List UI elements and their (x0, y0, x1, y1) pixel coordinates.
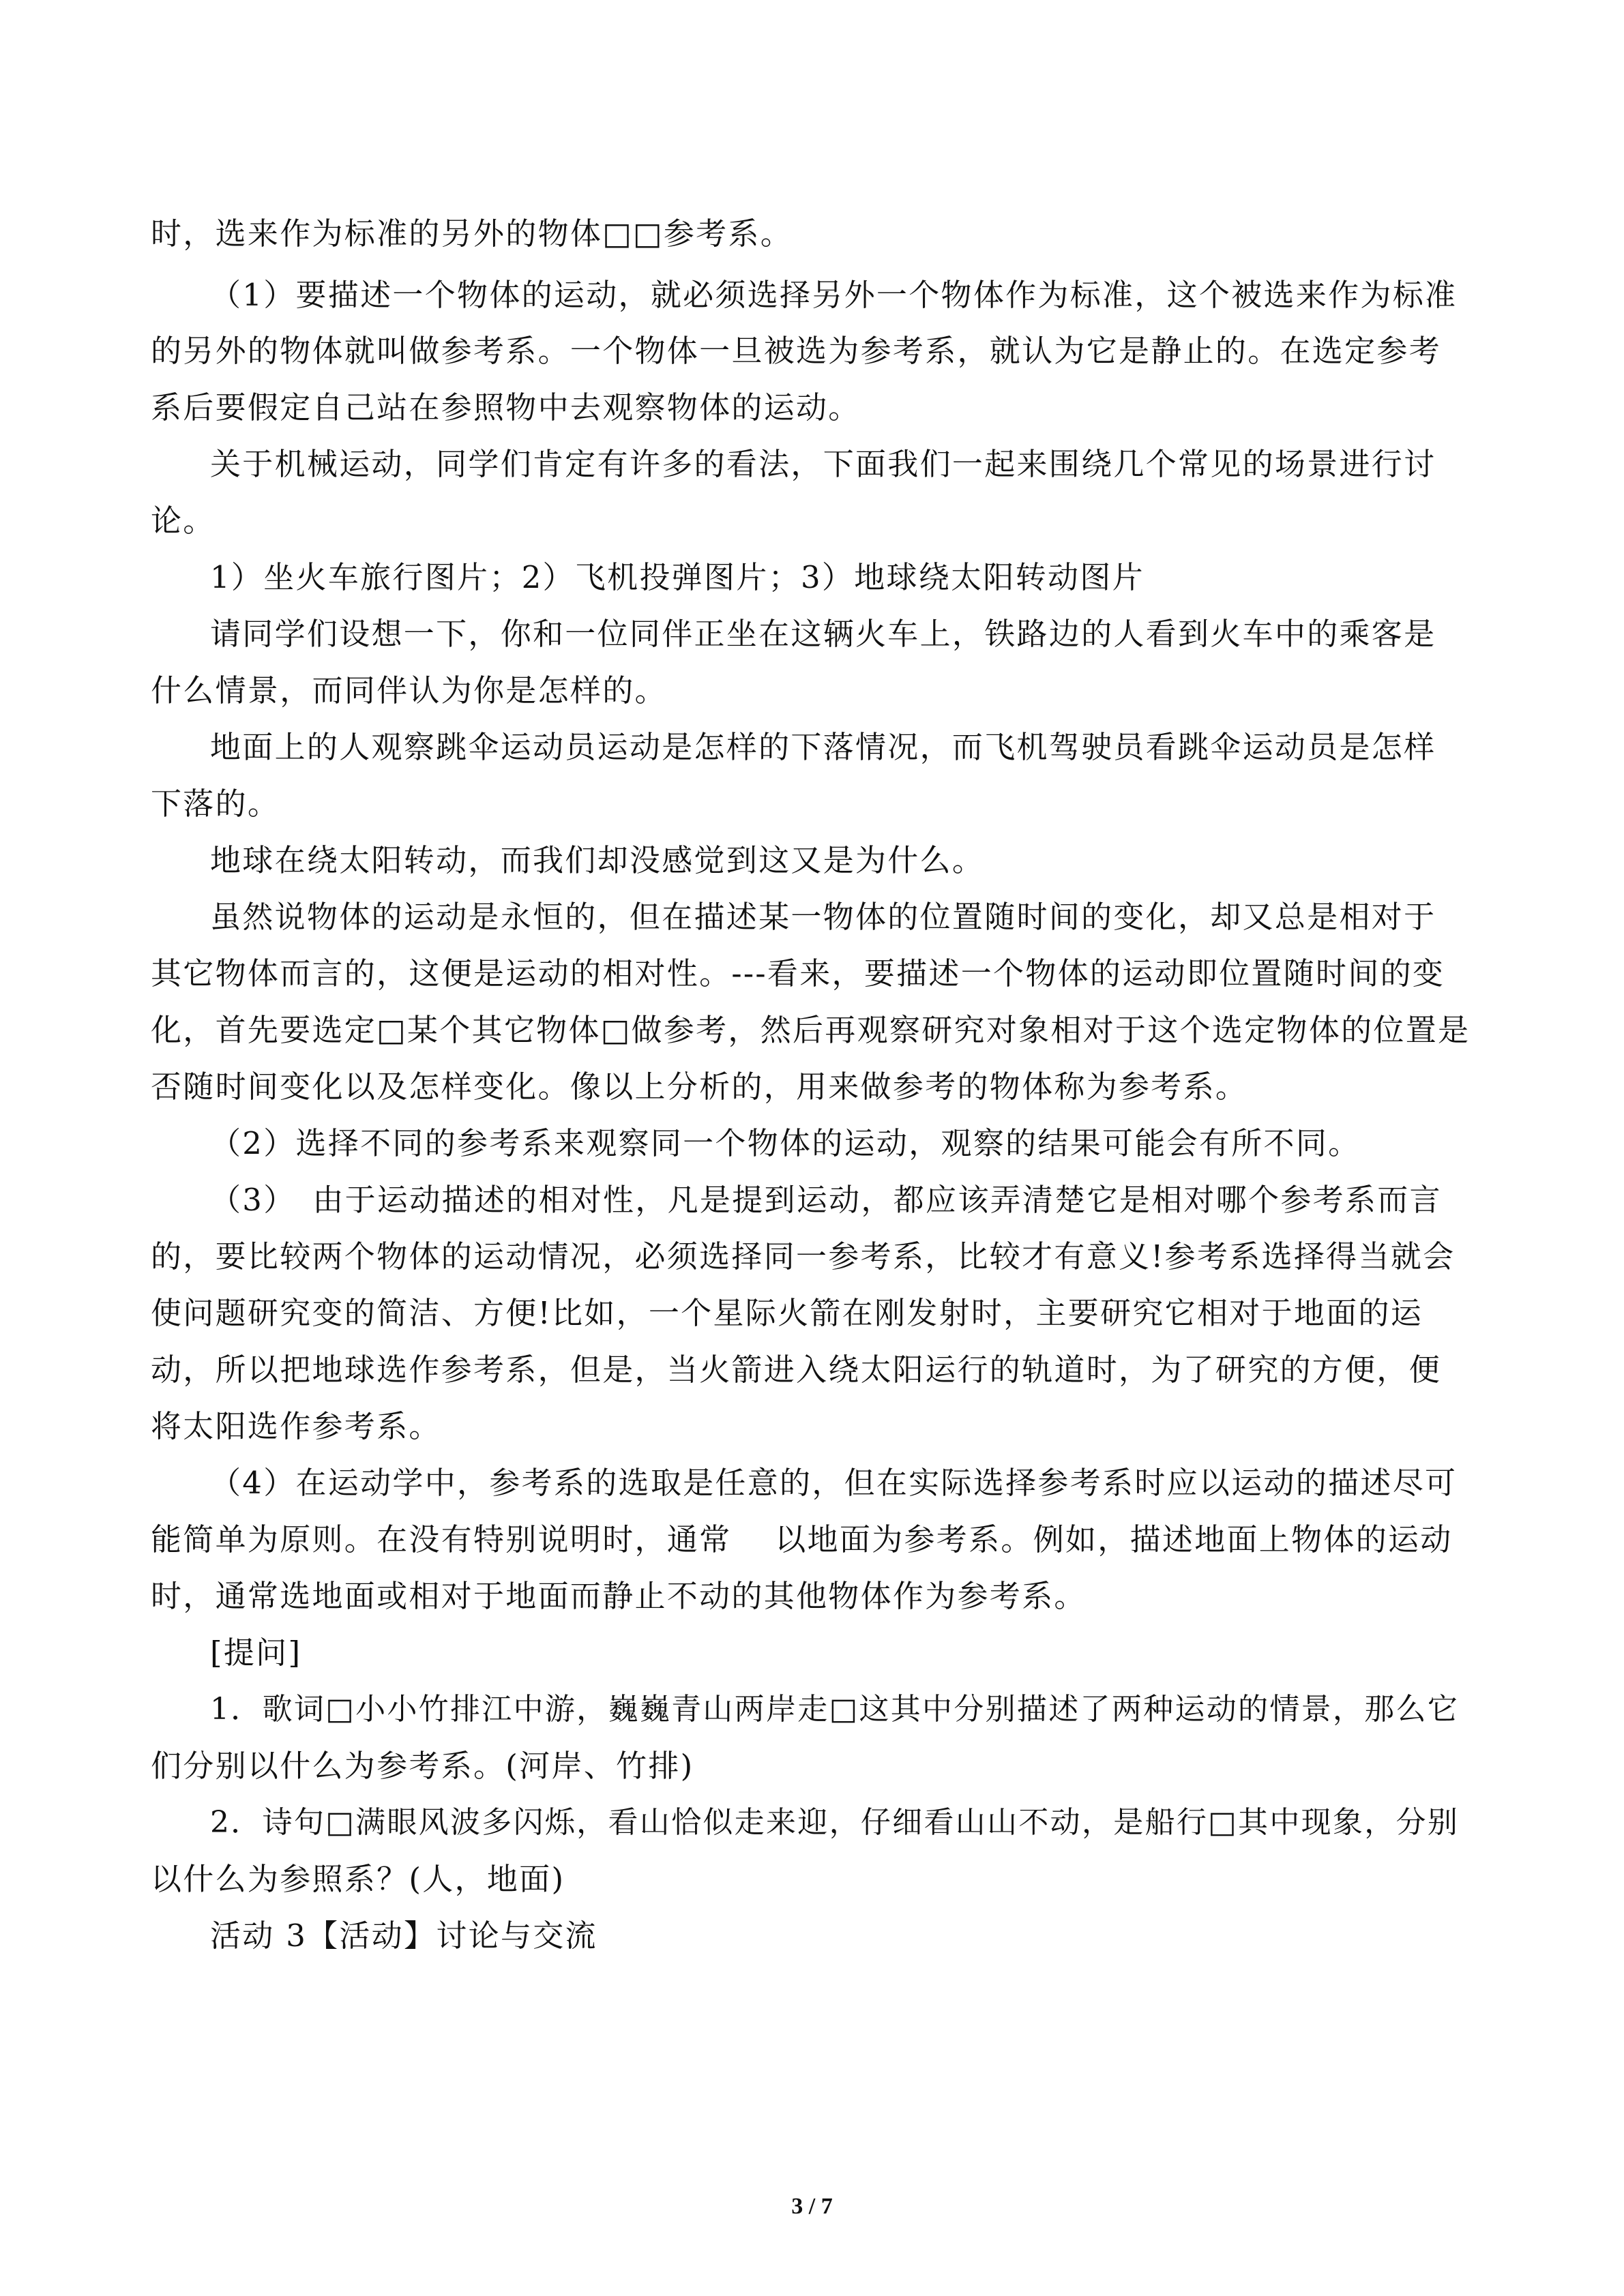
text-line: 请同学们设想一下，你和一位同伴正坐在这辆火车上，铁路边的人看到火车中的乘客是 (210, 616, 1436, 652)
text-line: 的，要比较两个物体的运动情况，必须选择同一参考系，比较才有意义!参考系选择得当就会 (151, 1238, 1456, 1274)
text-line: 地球在绕太阳转动，而我们却没感觉到这又是为什么。 (210, 842, 985, 878)
text-line: 什么情景，而同伴认为你是怎样的。 (151, 672, 667, 709)
text-line: 能简单为原则。在没有特别说明时，通常 以地面为参考系。例如，描述地面上物体的运动 (151, 1521, 1453, 1557)
page-number: 3 / 7 (791, 2194, 833, 2219)
text-line: 系后要假定自己站在参照物中去观察物体的运动。 (151, 389, 861, 426)
text-line: 虽然说物体的运动是永恒的，但在描述某一物体的位置随时间的变化，却又总是相对于 (210, 899, 1436, 935)
text-line: （3） 由于运动描述的相对性，凡是提到运动，都应该弄清楚它是相对哪个参考系而言 (210, 1182, 1442, 1218)
text-line: （1）要描述一个物体的运动，就必须选择另外一个物体作为标准，这个被选来作为标准 (210, 277, 1458, 313)
text-line: （2）选择不同的参考系来观察同一个物体的运动，观察的结果可能会有所不同。 (210, 1125, 1361, 1161)
text-line: 以什么为参照系？(人，地面) (151, 1861, 565, 1897)
text-line: 地面上的人观察跳伞运动员运动是怎样的下落情况，而飞机驾驶员看跳伞运动员是怎样 (210, 729, 1436, 765)
text-line: 关于机械运动，同学们肯定有许多的看法，下面我们一起来围绕几个常见的场景进行讨 (210, 446, 1436, 482)
text-line: [提问] (210, 1635, 302, 1671)
text-line: 时，通常选地面或相对于地面而静止不动的其他物体作为参考系。 (151, 1578, 1087, 1614)
text-line: 1．歌词□小小竹排江中游，巍巍青山两岸走□这其中分别描述了两种运动的情景，那么它 (210, 1692, 1460, 1727)
text-line: 论。 (151, 503, 216, 539)
text-line: 化，首先要选定□某个其它物体□做参考，然后再观察研究对象相对于这个选定物体的位置是 (151, 1012, 1471, 1048)
text-line: 2．诗句□满眼风波多闪烁，看山恰似走来迎，仔细看山山不动，是船行□其中现象，分别 (210, 1805, 1460, 1840)
text-line: 下落的。 (151, 786, 280, 822)
text-line: 使问题研究变的简洁、方便!比如，一个星际火箭在刚发射时，主要研究它相对于地面的运 (151, 1295, 1423, 1331)
text-line: 时，选来作为标准的另外的物体□□参考系。 (151, 215, 793, 252)
text-line: 动，所以把地球选作参考系，但是，当火箭进入绕太阳运行的轨道时，为了研究的方便，便 (151, 1352, 1442, 1388)
text-line: 否随时间变化以及怎样变化。像以上分析的，用来做参考的物体称为参考系。 (151, 1069, 1248, 1105)
text-line: 1）坐火车旅行图片；2）飞机投弹图片；3）地球绕太阳转动图片 (210, 559, 1145, 595)
text-line: 将太阳选作参考系。 (151, 1408, 441, 1444)
text-line: （4）在运动学中，参考系的选取是任意的，但在实际选择参考系时应以运动的描述尽可 (210, 1465, 1458, 1501)
text-line: 活动 3【活动】讨论与交流 (210, 1918, 597, 1954)
text-line: 的另外的物体就叫做参考系。一个物体一旦被选为参考系，就认为它是静止的。在选定参考 (151, 333, 1442, 369)
text-line: 们分别以什么为参考系。(河岸、竹排) (151, 1748, 694, 1784)
text-line: 其它物体而言的，这便是运动的相对性。---看来，要描述一个物体的运动即位置随时间的变 (151, 955, 1445, 992)
